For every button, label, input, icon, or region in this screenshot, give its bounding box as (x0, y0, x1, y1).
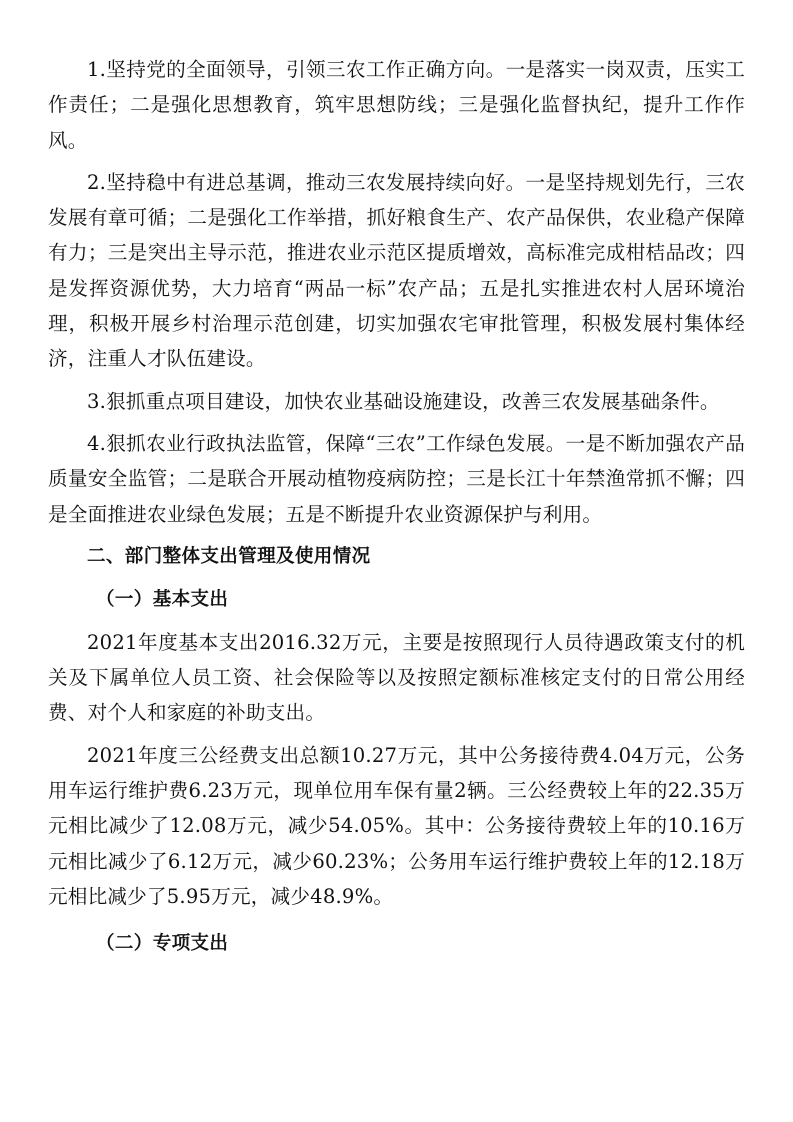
subheading-special-expenditure: （二）专项支出 (96, 933, 229, 955)
document-body (48, 52, 745, 969)
paragraph-basic-expenditure: 2021年度基本支出2016.32万元，主要是按照现行人员待遇政策支付的机关及下属单位人员工资、社会保险等以及按照定额标准核定支付的日常公用经费、对个人和家庭的补助支出。 (48, 630, 745, 725)
section-heading-expenditure: 二、部门整体支出管理及使用情况 (87, 545, 371, 567)
paragraph-party-leadership: 1.坚持党的全面领导，引领三农工作正确方向。一是落实一岗双责，压实工作责任；二是强化思想教育，筑牢思想防线；三是强化监督执纪，提升工作作风。 (48, 58, 745, 152)
subheading-basic-expenditure: （一）基本支出 (96, 588, 229, 610)
paragraph-three-public-expenses: 2021年度三公经费支出总额10.27万元，其中公务接待费4.04万元，公务用车运行维护费6.23万元，现单位用车保有量2辆。三公经费较上年的22.35万元相比减少了12.08万元，减少54.05%。其中：公务接待费较上年的10.16万元相比减少了6.12万元，减少60.23%；公务用车运行维护费较上年的12.18万元相比减少了5.95万元，减少48.9%。 (48, 743, 745, 908)
paragraph-key-projects: 3.狠抓重点项目建设，加快农业基础设施建设，改善三农发展基础条件。 (87, 389, 720, 413)
paragraph-steady-progress: 2.坚持稳中有进总基调，推动三农发展持续向好。一是坚持规划先行，三农发展有章可循；二是强化工作举措，抓好粮食生产、农产品保供，农业稳产保障有力；三是突出主导示范，推进农业示范区提质增效，高标准完成柑桔品改；四是发挥资源优势，大力培育“两品一标”农产品；五是扎实推进农村人居环境治理，积极开展乡村治理示范创建，切实加强农宅审批管理，积极发展村集体经济，注重人才队伍建设。 (48, 170, 745, 371)
paragraph-law-enforcement: 4.狠抓农业行政执法监管，保障“三农”工作绿色发展。一是不断加强农产品质量安全监管；二是联合开展动植物疫病防控；三是长江十年禁渔常抓不懈；四是全面推进农业绿色发展；五是不断提升农业资源保护与利用。 (48, 431, 745, 526)
